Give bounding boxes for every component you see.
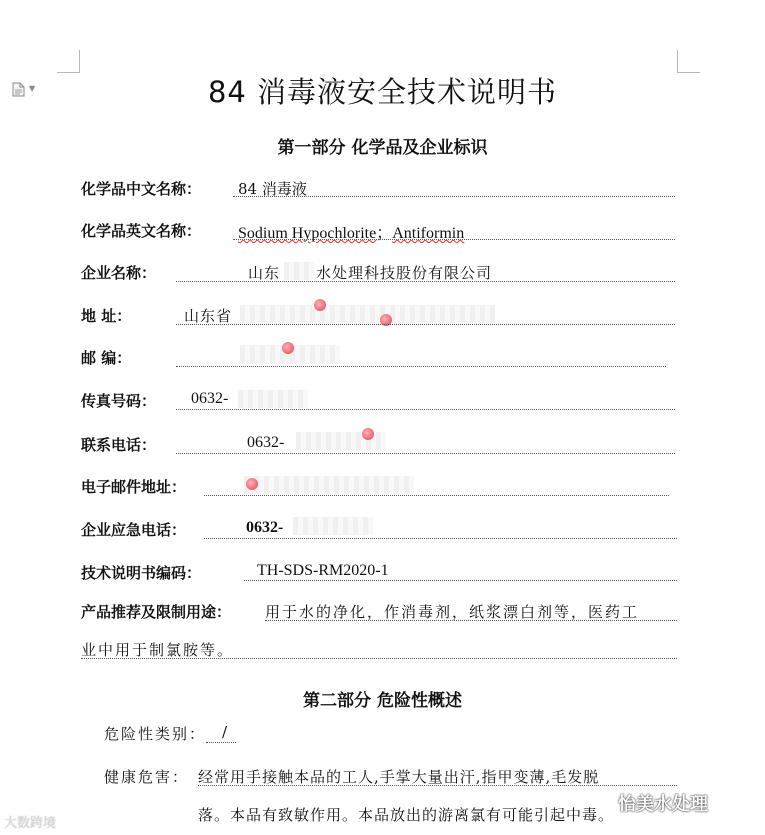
field-underline (176, 281, 675, 282)
watermark-right: 怡美水处理 (618, 794, 708, 815)
field-emergency-value: 0632- (246, 519, 284, 536)
document-title: 84 消毒液安全技术说明书 (207, 75, 558, 109)
sticker-icon (282, 342, 294, 354)
health-hazard-line1: 经常用手接触本品的工人,手掌大量出汗,指甲变薄,毛发脱 (198, 768, 600, 786)
field-usage-value-line1: 用于水的净化，作消毒剂，纸浆漂白剂等，医药工 (265, 603, 640, 621)
field-en-name-label: 化学品英文名称： (81, 222, 202, 240)
redacted-region (244, 476, 414, 494)
field-underline (176, 366, 666, 367)
section-heading-1: 第一部分 化学品及企业标识 (277, 138, 488, 158)
health-hazard-line2: 落。本品有致敏作用。本品放出的游离氯有可能引起中毒。 (198, 806, 615, 824)
field-address-value: 山东省 (184, 307, 233, 325)
field-underline (265, 620, 677, 621)
field-phone-label: 联系电话： (81, 436, 157, 454)
field-underline (204, 495, 669, 496)
field-underline (81, 658, 677, 659)
field-underline (198, 785, 677, 786)
hazard-class-label: 危险性类别： (104, 725, 207, 743)
field-phone-value: 0632- (247, 434, 285, 451)
field-emergency-label: 企业应急电话： (81, 521, 187, 539)
redacted-region (284, 262, 314, 280)
hazard-class-value: / (222, 723, 228, 741)
section-heading-2: 第二部分 危险性概述 (303, 691, 462, 711)
field-code-label: 技术说明书编码： (81, 564, 202, 582)
field-fax-value: 0632- (191, 390, 229, 407)
field-cn-name-label: 化学品中文名称： (81, 180, 202, 198)
field-company-label: 企业名称： (81, 264, 157, 282)
field-code-value: TH-SDS-RM2020-1 (257, 562, 389, 579)
field-underline (244, 580, 677, 581)
field-underline (204, 538, 677, 539)
field-usage-value-line2: 业中用于制氯胺等。 (81, 641, 235, 659)
field-cn-name-value: 84 消毒液 (238, 180, 307, 198)
field-underline (176, 453, 675, 454)
field-fax-label: 传真号码： (81, 392, 157, 410)
field-address-label: 地 址： (81, 307, 132, 325)
chevron-down-icon[interactable]: ▼ (29, 84, 36, 93)
sticker-icon (314, 299, 326, 311)
field-usage-label: 产品推荐及限制用途： (81, 603, 232, 621)
watermark-left: 大数跨境 (4, 816, 57, 831)
sticker-icon (246, 478, 258, 490)
field-underline (233, 196, 675, 197)
field-underline (233, 239, 675, 240)
field-postcode-label: 邮 编： (81, 349, 132, 367)
redacted-region (240, 305, 495, 323)
redacted-region (238, 390, 308, 408)
field-en-name-value: Sodium Hypochlorite；Antiformin (238, 225, 465, 242)
field-email-label: 电子邮件地址： (81, 478, 187, 496)
field-underline (176, 324, 675, 325)
field-company-value-b: 水处理科技股份有限公司 (316, 264, 493, 282)
field-underline (176, 409, 675, 410)
field-company-value-a: 山东 (248, 264, 281, 282)
field-underline (206, 742, 236, 743)
health-hazard-label: 健康危害： (104, 768, 190, 786)
redacted-region (293, 517, 373, 535)
sticker-icon (362, 428, 374, 440)
